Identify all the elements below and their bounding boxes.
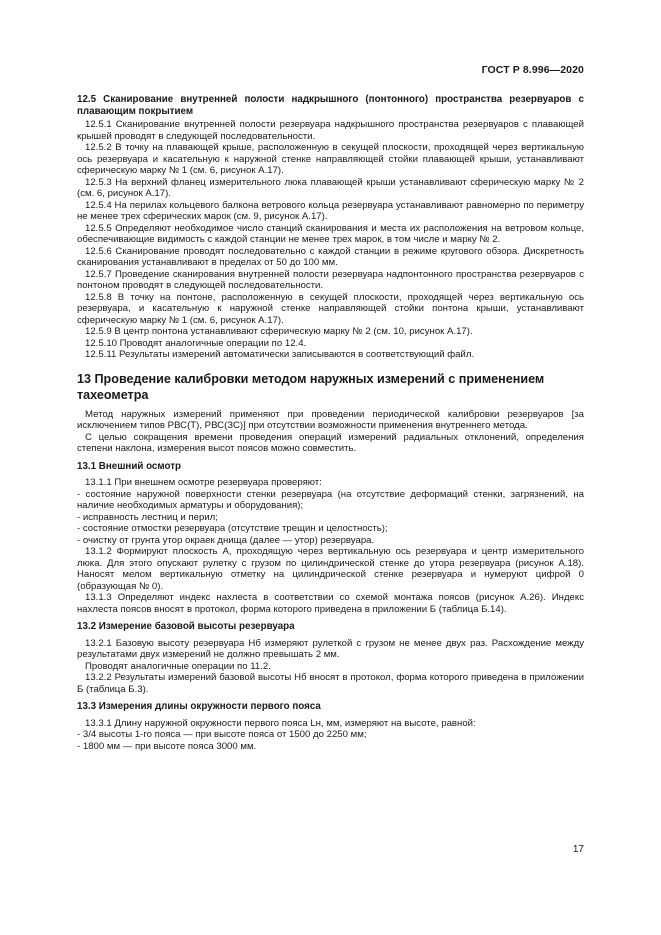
paragraph-12-5-2: 12.5.2 В точку на плавающей крыше, расположенную в секущей плоскости, проходящей через вертикальную ось резервуара и касательную к наружной стенке направляющей стойки плавающей крыши, устанавливают сферическую марку № 1 (см. 6, рисунок А.17). xyxy=(77,142,584,176)
paragraph-13-2-1-ref: Проводят аналогичные операции по 11.2. xyxy=(85,660,271,672)
bullet-item: - исправность лестниц и перил; xyxy=(77,511,218,523)
paragraph-13-2-2: 13.2.2 Результаты измерений базовой высоты Нб вносят в протокол, форма которого приведена в приложении Б (таблица Б.3). xyxy=(77,672,584,695)
paragraph-12-5-6: 12.5.6 Сканирование проводят последовательно с каждой станции в режиме кругового обзора. Дискретность сканирования устанавливают в пределах от 50 до 100 мм. xyxy=(77,245,584,268)
paragraph-13-1-2: 13.1.2 Формируют плоскость А, проходящую через вертикальную ось резервуара и центр измерительного люка. Для этого опускают рулетку с грузом по цилиндрической стенке до утора резервуара (рисунок А.18). Наносят мелом вертикальную отметку на цилиндрической стенке резервуара и нумеруют цифрой 0 (образующая № 0). xyxy=(77,546,584,592)
section-13-1-heading: 13.1 Внешний осмотр xyxy=(77,460,182,472)
document-header-code: ГОСТ Р 8.996—2020 xyxy=(481,64,584,76)
paragraph-12-5-8: 12.5.8 В точку на понтоне, расположенную в секущей плоскости, проходящей через вертикальную ось резервуара, и касательную к наружной стенке направляющей стойки понтона крыши, устанавливают сферическую марку № 1 (см. 6, рисунок А.17). xyxy=(77,291,584,326)
paragraph-13-intro-2: С целью сокращения времени проведения операций измерений радиальных отклонений, определения степени наклона, измерения высот поясов можно совместить. xyxy=(77,431,584,454)
paragraph-12-5-10: 12.5.10 Проводят аналогичные операции по 12.4. xyxy=(85,337,307,349)
paragraph-13-1-3: 13.1.3 Определяют индекс нахлеста в соответствии со схемой монтажа поясов (рисунок А.26). Индекс нахлеста поясов вносят в протокол, форма которого приведена в приложении Б (таблица Б.14). xyxy=(77,592,584,615)
bullet-item: - очистку от грунта утор окраек днища (далее — утор) резервуара. xyxy=(77,534,375,546)
bullet-item: - 1800 мм — при высоте пояса 3000 мм. xyxy=(77,740,257,752)
page-content xyxy=(77,94,584,752)
section-12-5-heading: 12.5 Сканирование внутренней полости надкрышного (понтонного) пространства резервуаров с плавающим покрытием xyxy=(77,94,584,117)
section-13-heading: 13 Проведение калибровки методом наружных измерений с применением тахеометра xyxy=(77,371,545,402)
paragraph-13-1-1: 13.1.1 При внешнем осмотре резервуара проверяют: xyxy=(85,477,322,488)
paragraph-12-5-11: 12.5.11 Результаты измерений автоматически записываются в соответствующий файл. xyxy=(85,349,475,360)
paragraph-12-5-4: 12.5.4 На перилах кольцевого балкона ветрового кольца резервуара устанавливают равномерно по периметру не менее трех сферических марок (см. 9, рисунок А.17). xyxy=(77,199,584,222)
page-number: 17 xyxy=(572,844,584,855)
bullet-item: - состояние отмостки резервуара (отсутствие трещин и целостность); xyxy=(77,523,388,534)
paragraph-12-5-1: 12.5.1 Сканирование внутренней полости резервуара надкрышного пространства резервуаров с плавающей крышей проводят в следующей последовательности. xyxy=(77,119,584,142)
paragraph-12-5-9: 12.5.9 В центр понтона устанавливают сферическую марку № 2 (см. 10, рисунок А.17). xyxy=(85,326,473,337)
paragraph-13-intro-1: Метод наружных измерений применяют при проведении периодической калибровки резервуаров [за исключением типов РВС(Т), РВС(ЗС)] при отсутствии возможности применения внутреннего метода. xyxy=(77,408,584,431)
section-13-2-heading: 13.2 Измерение базовой высоты резервуара xyxy=(77,621,295,632)
bullet-item: - состояние наружной поверхности стенки резервуара (на отсутствие деформаций стенки, загрязнений, на наличие необходимых арматуры и оборудования); xyxy=(77,488,584,511)
paragraph-12-5-7: 12.5.7 Проведение сканирования внутренней полости резервуара надпонтонного пространства резервуаров с понтоном проводят в следующей последовательности. xyxy=(77,268,584,291)
paragraph-13-2-1: 13.2.1 Базовую высоту резервуара Нб измеряют рулеткой с грузом не менее двух раз. Расхождение между результатами двух измерений не должно превышать 2 мм. xyxy=(77,637,584,660)
paragraph-12-5-3: 12.5.3 На верхний фланец измерительного люка плавающей крыши устанавливают сферическую марку № 2 (см. 6, рисунок А.17). xyxy=(77,176,584,199)
paragraph-13-3-1: 13.3.1 Длину наружной окружности первого пояса Lн, мм, измеряют на высоте, равной: xyxy=(85,717,476,729)
bullet-item: - 3/4 высоты 1-го пояса — при высоте пояса от 1500 до 2250 мм; xyxy=(77,729,367,740)
paragraph-12-5-5: 12.5.5 Определяют необходимое число станций сканирования и места их расположения на ветровом кольце, обеспечивающие видимость с каждой станции не менее трех марок, в том числе и марку № 2. xyxy=(77,222,584,245)
section-13-3-heading: 13.3 Измерения длины окружности первого пояса xyxy=(77,701,321,712)
